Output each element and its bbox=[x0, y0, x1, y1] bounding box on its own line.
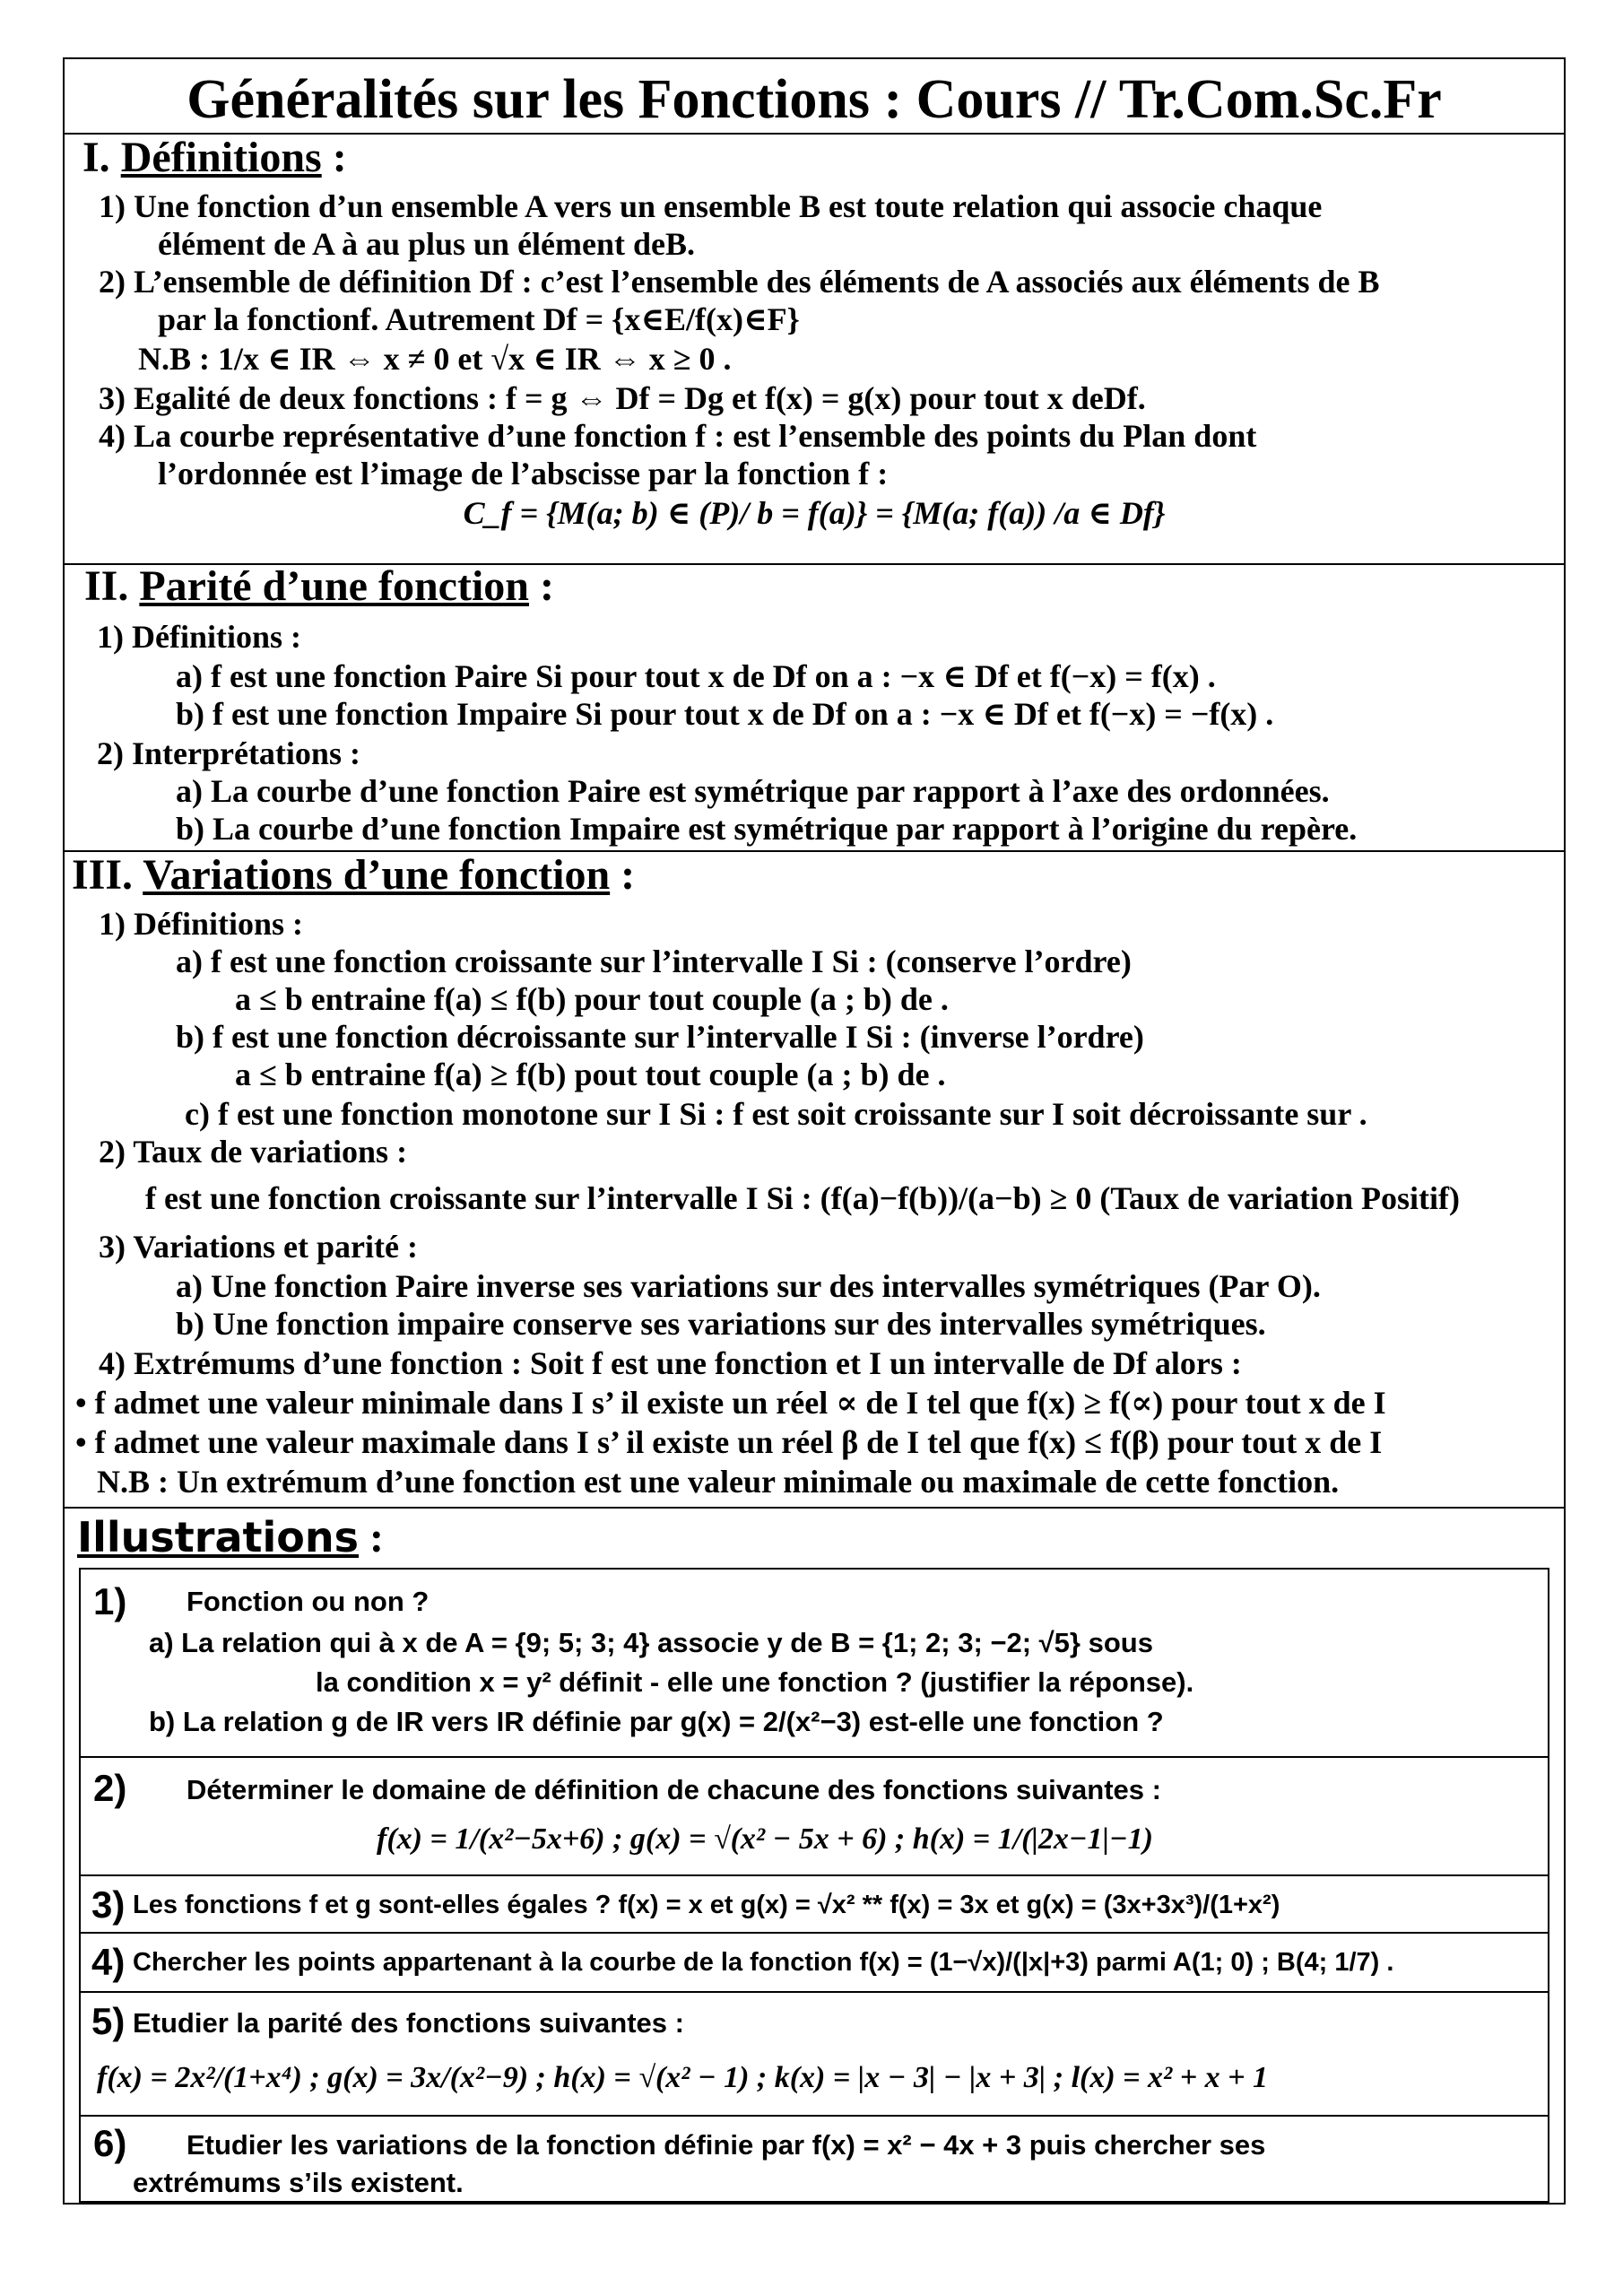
variation-line: c) f est une fonction monotone sur I Si : f est soit croissante sur I soit décroissante sur . bbox=[185, 1096, 1367, 1132]
definition-line: 2) L’ensemble de définition Df : c’est l’ensemble des éléments de A associés aux éléments de B bbox=[99, 264, 1380, 300]
definition-line: élément de A à au plus un élément deB. bbox=[158, 226, 696, 262]
page-title: Généralités sur les Fonctions : Cours // Tr.Com.Sc.Fr bbox=[187, 69, 1442, 130]
variation-line: 3) Variations et parité : bbox=[99, 1229, 418, 1265]
curve-formula: C_f = {M(a; b) ∈ (P)/ b = f(a)} = {M(a; f(a)) /a ∈ Df} bbox=[463, 495, 1166, 531]
exercise-6 bbox=[81, 2117, 1548, 2205]
variation-line: a ≤ b entraine f(a) ≥ f(b) pout tout couple (a ; b) de . bbox=[235, 1057, 946, 1092]
variation-line: a) Une fonction Paire inverse ses variations sur des intervalles symétriques (Par O). bbox=[176, 1268, 1321, 1304]
variation-line: 4) Extrémums d’une fonction : Soit f est une fonction et I un intervalle de Df alors : bbox=[99, 1345, 1242, 1381]
illustrations-heading: Illustrations : bbox=[77, 1513, 384, 1561]
exercise-text: extrémums s’ils existent. bbox=[133, 2167, 464, 2198]
parity-line: b) La courbe d’une fonction Impaire est symétrique par rapport à l’origine du repère. bbox=[176, 811, 1358, 847]
definition-line: l’ordonnée est l’image de l’abscisse par la fonction f : bbox=[158, 456, 889, 491]
exercise-number: 4) bbox=[91, 1941, 126, 1983]
parity-line: a) f est une fonction Paire Si pour tout x de Df on a : −x ∈ Df et f(−x) = f(x) . bbox=[176, 658, 1216, 694]
exercise-number: 2) bbox=[93, 1767, 127, 1809]
nb-line: N.B : 1/x ∈ IR ⇔ x ≠ 0 et √x ∈ IR ⇔ x ≥ 0 . bbox=[138, 341, 732, 377]
section-definitions bbox=[65, 135, 1564, 565]
section-variations bbox=[65, 852, 1564, 1509]
exercise-title: Etudier la parité des fonctions suivantes : bbox=[133, 2007, 684, 2039]
parity-line: a) La courbe d’une fonction Paire est symétrique par rapport à l’axe des ordonnées. bbox=[176, 773, 1330, 809]
exercise-title: Déterminer le domaine de définition de chacune des fonctions suivantes : bbox=[187, 1774, 1161, 1805]
exercise-text: Les fonctions f et g sont-elles égales ? f(x) = x et g(x) = √x² ** f(x) = 3x et g(x) = (3x+3x³)/(1+x²) bbox=[133, 1891, 1280, 1919]
exercise-5 bbox=[81, 1993, 1548, 2117]
section-illustrations bbox=[65, 1509, 1564, 2203]
exercises-box bbox=[79, 1568, 1549, 2203]
section-2-heading: II. Parité d’une fonction : bbox=[84, 562, 554, 610]
exercise-formulas: f(x) = 2x²/(1+x⁴) ; g(x) = 3x/(x²−9) ; h(x) = √(x² − 1) ; k(x) = |x − 3| − |x + 3| ; l(x) = x² + x + 1 bbox=[97, 2061, 1268, 2094]
variation-line: b) f est une fonction décroissante sur l’intervalle I Si : (inverse l’ordre) bbox=[176, 1019, 1144, 1055]
exercise-number: 5) bbox=[91, 2000, 126, 2042]
section-parity bbox=[65, 562, 1564, 852]
parity-line: b) f est une fonction Impaire Si pour tout x de Df on a : −x ∈ Df et f(−x) = −f(x) . bbox=[176, 696, 1274, 732]
parity-line: 1) Définitions : bbox=[97, 619, 301, 655]
exercise-text: Chercher les points appartenant à la courbe de la fonction f(x) = (1−√x)/(|x|+3) parmi A(1; 0) ; B(4; 1/7) . bbox=[133, 1948, 1394, 1977]
exercise-text: b) La relation g de IR vers IR définie par g(x) = 2/(x²−3) est-elle une fonction ? bbox=[149, 1706, 1164, 1737]
section-3-heading: III. Variations d’une fonction : bbox=[72, 851, 636, 899]
exercise-number: 6) bbox=[93, 2122, 127, 2164]
definition-line: 3) Egalité de deux fonctions : f = g ⇔ Df = Dg et f(x) = g(x) pour tout x deDf. bbox=[99, 380, 1146, 416]
variation-line: a ≤ b entraine f(a) ≤ f(b) pour tout couple (a ; b) de . bbox=[235, 981, 949, 1017]
exercise-number: 1) bbox=[93, 1580, 127, 1622]
exercise-formulas: f(x) = 1/(x²−5x+6) ; g(x) = √(x² − 5x + 6) ; h(x) = 1/(|2x−1|−1) bbox=[377, 1822, 1153, 1856]
extremum-line: • f admet une valeur minimale dans I s’ il existe un réel ∝ de I tel que f(x) ≥ f(∝) pour tout x de I bbox=[75, 1385, 1386, 1421]
variation-line: b) Une fonction impaire conserve ses variations sur des intervalles symétriques. bbox=[176, 1306, 1266, 1342]
page-frame bbox=[63, 57, 1566, 2205]
rate-line: f est une fonction croissante sur l’intervalle I Si : (f(a)−f(b))/(a−b) ≥ 0 (Taux de variation Positif) bbox=[145, 1180, 1461, 1216]
exercise-number: 3) bbox=[91, 1883, 126, 1926]
variation-line: a) f est une fonction croissante sur l’intervalle I Si : (conserve l’ordre) bbox=[176, 944, 1132, 979]
definition-line: par la fonctionf. Autrement Df = {x∈E/f(x)∈F} bbox=[158, 301, 800, 337]
nb-line: N.B : Un extrémum d’une fonction est une valeur minimale ou maximale de cette fonction. bbox=[97, 1464, 1340, 1500]
extremum-line: • f admet une valeur maximale dans I s’ il existe un réel β de I tel que f(x) ≤ f(β) pour tout x de I bbox=[75, 1424, 1383, 1460]
title-bar bbox=[65, 59, 1564, 135]
exercise-text: Etudier les variations de la fonction définie par f(x) = x² − 4x + 3 puis chercher ses bbox=[187, 2129, 1266, 2161]
section-1-heading: I. Définitions : bbox=[82, 134, 347, 181]
variation-line: 2) Taux de variations : bbox=[99, 1134, 408, 1170]
exercise-3 bbox=[81, 1876, 1548, 1934]
exercise-1 bbox=[81, 1570, 1548, 1758]
exercise-title: Fonction ou non ? bbox=[187, 1586, 430, 1617]
exercise-2 bbox=[81, 1758, 1548, 1876]
exercise-4 bbox=[81, 1934, 1548, 1993]
exercise-text: a) La relation qui à x de A = {9; 5; 3; 4} associe y de B = {1; 2; 3; −2; √5} sous bbox=[149, 1627, 1153, 1658]
definition-line: 1) Une fonction d’un ensemble A vers un ensemble B est toute relation qui associe chaque bbox=[99, 188, 1323, 224]
variation-line: 1) Définitions : bbox=[99, 906, 303, 942]
definition-line: 4) La courbe représentative d’une fonction f : est l’ensemble des points du Plan dont bbox=[99, 418, 1257, 454]
exercise-text: la condition x = y² définit - elle une fonction ? (justifier la réponse). bbox=[316, 1666, 1194, 1698]
parity-line: 2) Interprétations : bbox=[97, 735, 360, 771]
